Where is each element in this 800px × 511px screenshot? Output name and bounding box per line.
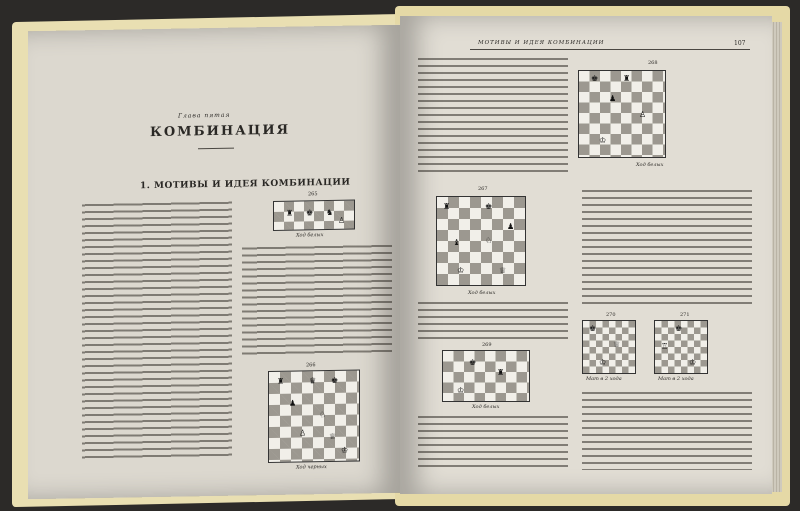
chess-diagram-269 [442,350,530,402]
chess-piece-icon: ♔ [457,386,465,395]
body-text-left-column [418,414,568,470]
diagram-caption: Ход белых [468,290,496,296]
diagram-number: 266 [306,362,316,369]
title-divider [198,148,234,150]
chess-piece-icon: ♟ [507,222,515,231]
chess-piece-icon: ♙ [299,428,307,438]
chess-piece-icon: ♚ [485,202,493,211]
page-number: 107 [734,40,746,47]
diagram-caption: Мат в 2 хода [658,376,694,382]
chess-diagram-266 [268,369,360,463]
chess-piece-icon: ♜ [497,368,505,377]
chess-piece-icon: ♚ [306,208,314,218]
chess-diagram-268 [578,70,666,158]
diagram-caption: Мат в 2 хода [586,376,622,382]
chapter-label: Глава пятая [178,111,231,120]
diagram-caption: Ход белых [296,232,324,239]
chess-piece-icon: ♔ [599,136,607,145]
chess-piece-icon: ♜ [286,208,294,218]
running-head: МОТИВЫ И ИДЕЯ КОМБИНАЦИИ [478,40,605,46]
chess-piece-icon: ♔ [341,445,349,455]
chess-piece-icon: ♙ [639,110,647,119]
chess-piece-icon: ♚ [331,375,339,385]
chess-piece-icon: ♚ [589,324,597,333]
chess-piece-icon: ♜ [443,202,451,211]
chess-piece-icon: ♕ [499,266,507,275]
chess-piece-icon: ♚ [591,74,599,83]
chess-piece-icon: ♘ [485,236,493,245]
diagram-number: 267 [478,186,488,192]
body-text-left-column [418,300,568,340]
chess-diagram-265 [273,200,355,231]
diagram-number: 265 [308,191,318,198]
chess-piece-icon: ♚ [675,324,683,333]
chess-piece-icon: ♔ [457,266,465,275]
chess-diagram-267 [436,196,526,286]
diagram-number: 268 [648,60,658,66]
chess-piece-icon: ♞ [326,207,334,218]
body-text-left-column [82,200,232,463]
chess-piece-icon: ♝ [453,238,461,247]
chess-diagram-270 [582,320,636,374]
chess-piece-icon: ♜ [277,376,285,386]
diagram-caption: Ход белых [636,162,664,168]
body-text-right-column [582,188,752,308]
diagram-number: 271 [680,312,690,318]
chess-piece-icon: ♕ [329,431,337,441]
chess-piece-icon: ♙ [338,215,346,225]
chess-diagram-271 [654,320,708,374]
chess-piece-icon: ♚ [469,358,477,367]
chess-piece-icon: ♟ [289,398,297,408]
chess-piece-icon: ♟ [609,94,617,103]
body-text-right-column [582,390,752,470]
chess-piece-icon: ♔ [689,358,697,367]
header-rule [470,49,750,50]
diagram-caption: Ход черных [296,464,327,471]
section-title: 1. МОТИВЫ И ИДЕЯ КОМБИНАЦИИ [140,177,351,192]
chess-piece-icon: ♘ [319,410,327,420]
body-text-left-column [418,56,568,176]
diagram-caption: Ход белых [472,404,500,410]
chess-piece-icon: ♔ [599,358,607,367]
chapter-title: КОМБИНАЦИЯ [150,122,291,141]
chess-piece-icon: ♖ [661,342,669,351]
left-page [28,25,400,499]
diagram-number: 270 [606,312,616,318]
right-page [400,16,772,494]
body-text-right-column [242,243,392,358]
chess-piece-icon: ♛ [309,376,317,386]
diagram-number: 269 [482,342,492,348]
chess-piece-icon: ♜ [623,74,631,83]
chess-piece-icon: ♕ [613,340,621,349]
